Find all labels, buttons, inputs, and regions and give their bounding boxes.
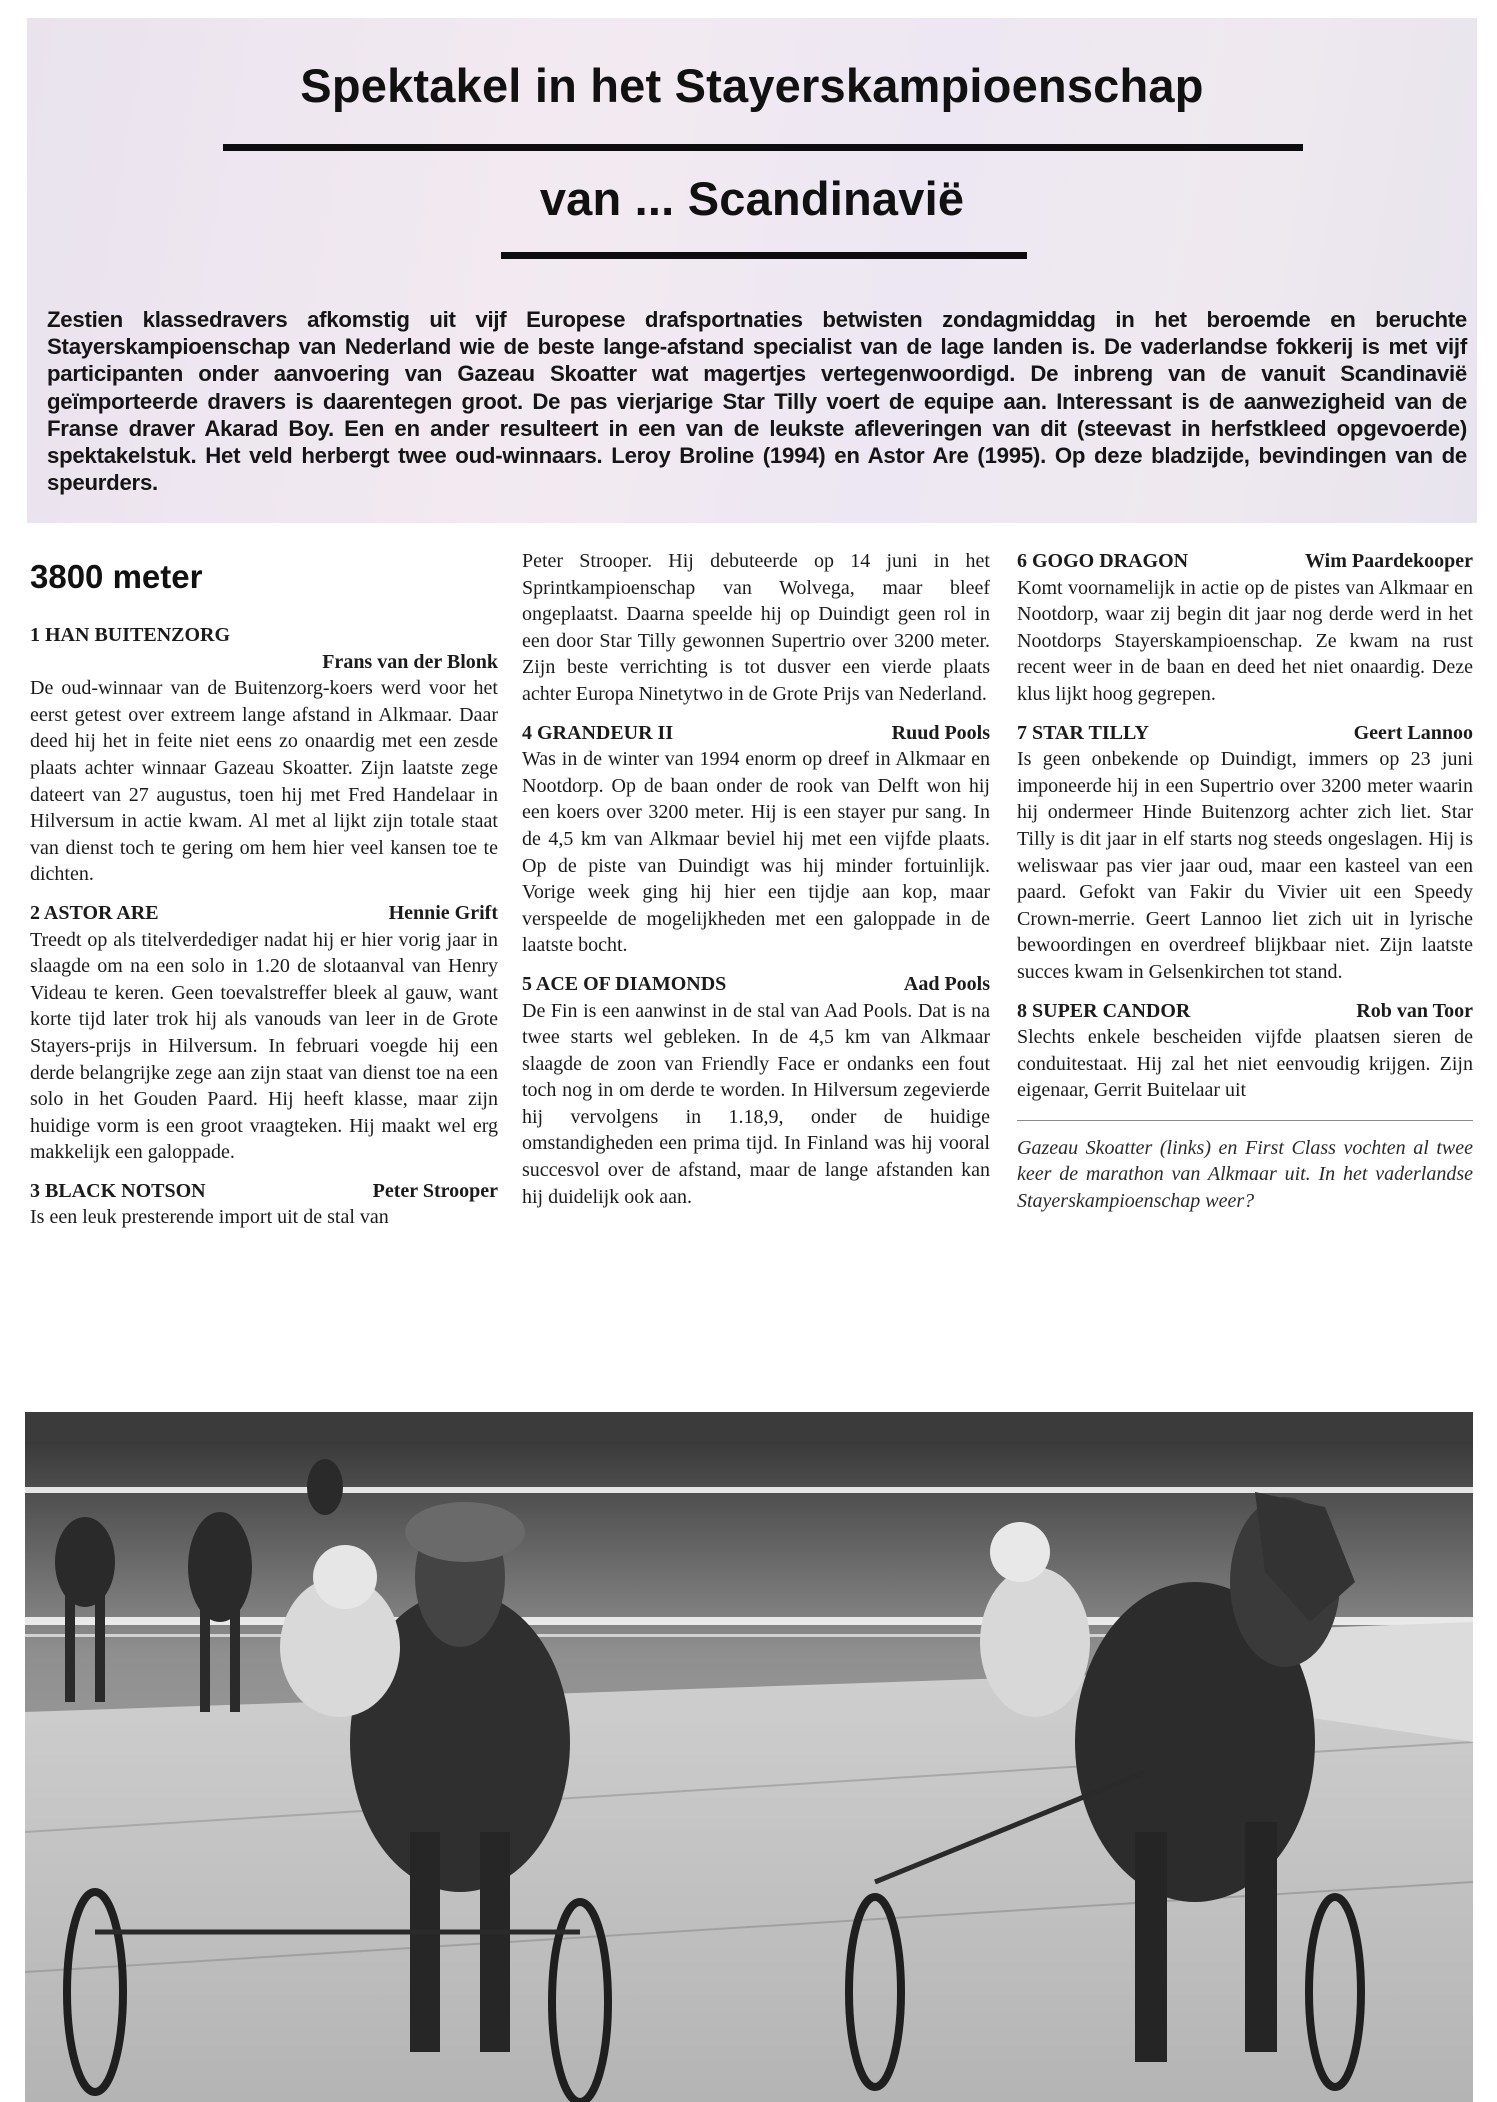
- column-2: [522, 548, 990, 1222]
- horse-description-part2: Peter Strooper. Hij debuteerde op 14 juni in het Sprintkampioenschap van Wolvega, maar bleef ongeplaatst. Daarna speelde hij op Duindigt geen rol in een door Star Tilly gewonnen Supertrio over 3200 meter. Zijn beste verrichting is tot dusver een vierde plaats achter Europa Ninetytwo in de Grote Prijs van Nederland.: [522, 550, 990, 705]
- harness-race-illustration: [25, 1412, 1473, 2102]
- horse-entry-4: [522, 720, 990, 959]
- horse-entry-5: [522, 971, 990, 1210]
- article-title: Spektakel in het Stayerskampioenschap: [300, 59, 1204, 112]
- horse-trainer: Wim Paardekooper: [1305, 550, 1473, 572]
- horse-description: Is geen onbekende op Duindigt, immers op 23 juni imponeerde hij in een Supertrio over 3200 meter waarin hij ondermeer Hinde Buitenzorg achter zich liet. Star Tilly is dit jaar in elf starts nog steeds ongeslagen. Hij is weliswaar pas vier jaar oud, maar een kasteel van een paard. Gefokt van Fakir du Vivier uit een Speedy Crown-merrie. Geert Lannoo liet zich uit in lyrische bewoordingen en overdreef blijkbaar niet. Zijn laatste succes kwam in Gelsenkirchen tot stand.: [1017, 748, 1473, 983]
- distance-heading: 3800 meter: [30, 558, 203, 595]
- race-photo: [25, 1412, 1473, 2102]
- article-subtitle: van ... Scandinavië: [539, 172, 965, 225]
- horse-trainer: Rob van Toor: [1356, 999, 1473, 1022]
- horse-trainer: Peter Strooper: [372, 1179, 498, 1202]
- intro-paragraph: Zestien klassedravers afkomstig uit vijf Europese drafsportnaties betwisten zondagmiddag in het beroemde en beruchte Stayerskampioenschap van Nederland wie de beste lange-afstand specialist van de lage landen is. De vaderlandse fokkerij is met vijf participanten onder aanvoering van Gazeau Skoatter wat magertjes vertegenwoordigd. De inbreng van de vanuit Scandinavië geïmporteerde dravers is daarentegen groot. De pas vierjarige Star Tilly voert de equipe aan. Interessant is de aanwezigheid van de Franse draver Akarad Boy. Een en ander resulteert in een van de leukste afleveringen van dit (steevast in herfstkleed opgevoerde) spektakelstuk. Het veld herbergt twee oud-winnaars. Leroy Broline (1994) en Astor Are (1995). Op deze bladzijde, bevindingen van de speurders.: [47, 307, 1467, 496]
- horse-trainer: Aad Pools: [903, 972, 990, 995]
- horse-entry-1: [30, 622, 498, 888]
- horse-description: De Fin is een aanwinst in de stal van Aad Pools. Dat is na twee starts wel gebleken. In de 4,5 km van Alkmaar slaagde de zoon van Friendly Face er ondanks een fout toch nog in om derde te worden. In Hilversum zegevierde hij vervolgens in 1.18,9, onder de huidige omstandigheden een prima tijd. In Finland was hij vooral succesvol over de afstand, maar de lange afstanden kan hij duidelijk ook aan.: [522, 999, 990, 1208]
- horse-trainer: Ruud Pools: [891, 721, 990, 744]
- horse-name: 1 HAN BUITENZORG: [30, 624, 231, 646]
- horse-entry-8: [1017, 998, 1473, 1104]
- horse-description: Slechts enkele bescheiden vijfde plaatsen sieren de conduitestaat. Hij zal het niet eenvoudig krijgen. Zijn eigenaar, Gerrit Buitelaar uit: [1017, 1026, 1473, 1102]
- horse-description-part1: Is een leuk presterende import uit de stal van: [30, 1206, 389, 1229]
- photo-caption: Gazeau Skoatter (links) en First Class vochten al twee keer de marathon van Alkmaar uit. In het vaderlandse Stayerskampioenschap weer?: [1017, 1136, 1473, 1213]
- title-rule-top: [223, 144, 1303, 151]
- column-1: [30, 548, 498, 1243]
- horse-entry-3-continued: [522, 548, 990, 708]
- horse-name: 2 ASTOR ARE: [30, 901, 159, 924]
- horse-name: 3 BLACK NOTSON: [30, 1179, 206, 1202]
- horse-description: Treedt op als titelverdediger nadat hij er hier vorig jaar in slaagde om na een solo in 1.20 de slotaanval van Henry Videau te keren. Geen toevalstreffer bleek al gauw, want korte tijd later trok hij als vanouds van leer in de Grote Stayers-prijs in Hilversum. In februari voegde hij een derde belangrijke zege aan zijn staat van dienst toe na een solo in het Gouden Paard. Hij heeft klasse, maar zijn huidige vorm is een groot vraagteken. Hij maakt wel erg makkelijk een galoppade.: [30, 928, 498, 1164]
- horse-trainer: Geert Lannoo: [1353, 721, 1473, 744]
- header-panel: [27, 18, 1477, 523]
- horse-name: 6 GOGO DRAGON: [1017, 550, 1189, 572]
- horse-entry-2: [30, 900, 498, 1166]
- horse-entry-3: [30, 1178, 498, 1231]
- horse-name: 7 STAR TILLY: [1017, 721, 1149, 744]
- horse-entry-7: [1017, 720, 1473, 986]
- horse-description: Was in de winter van 1994 enorm op dreef in Alkmaar en Nootdorp. Op de baan onder de rook van Delft won hij een koers over 3200 meter. Hij is een stayer pur sang. In de 4,5 km van Alkmaar beviel hij met een vijfde plaats. Op de piste van Duindigt was hij minder fortuinlijk. Vorige week ging hij hier een tijdje aan kop, maar verspeelde de mogelijkheden met een galoppade in de laatste bocht.: [522, 748, 990, 957]
- horse-entry-6: [1017, 548, 1473, 708]
- horse-description: De oud-winnaar van de Buitenzorg-koers werd voor het eerst getest over extreem lange afstand in Alkmaar. Daar deed hij het in feite niet eens zo onaardig met een zesde plaats achter winnaar Gazeau Skoatter. Zijn laatste zege dateert van 27 augustus, toen hij met Fred Handelaar in Hilversum in actie kwam. Al met al lijkt zijn totale staat van dienst toch te gering om hem hier veel kansen toe te dichten.: [30, 677, 498, 886]
- caption-divider: [1017, 1120, 1473, 1121]
- horse-name: 5 ACE OF DIAMONDS: [522, 972, 727, 995]
- title-rule-bottom: [501, 252, 1027, 259]
- horse-description: Komt voornamelijk in actie op de pistes van Alkmaar en Nootdorp, waar zij begin dit jaar nog derde werd in het Nootdorps Stayerskampioenschap. Ze kwam na rust recent weer in de baan en deed het niet onaardig. Deze klus lijkt hoog gegrepen.: [1017, 576, 1473, 705]
- horse-trainer: Frans van der Blonk: [322, 650, 498, 673]
- horse-name: 4 GRANDEUR II: [522, 721, 674, 744]
- horse-trainer: Hennie Grift: [388, 901, 498, 924]
- column-3: [1017, 548, 1473, 1215]
- horse-name: 8 SUPER CANDOR: [1017, 999, 1191, 1022]
